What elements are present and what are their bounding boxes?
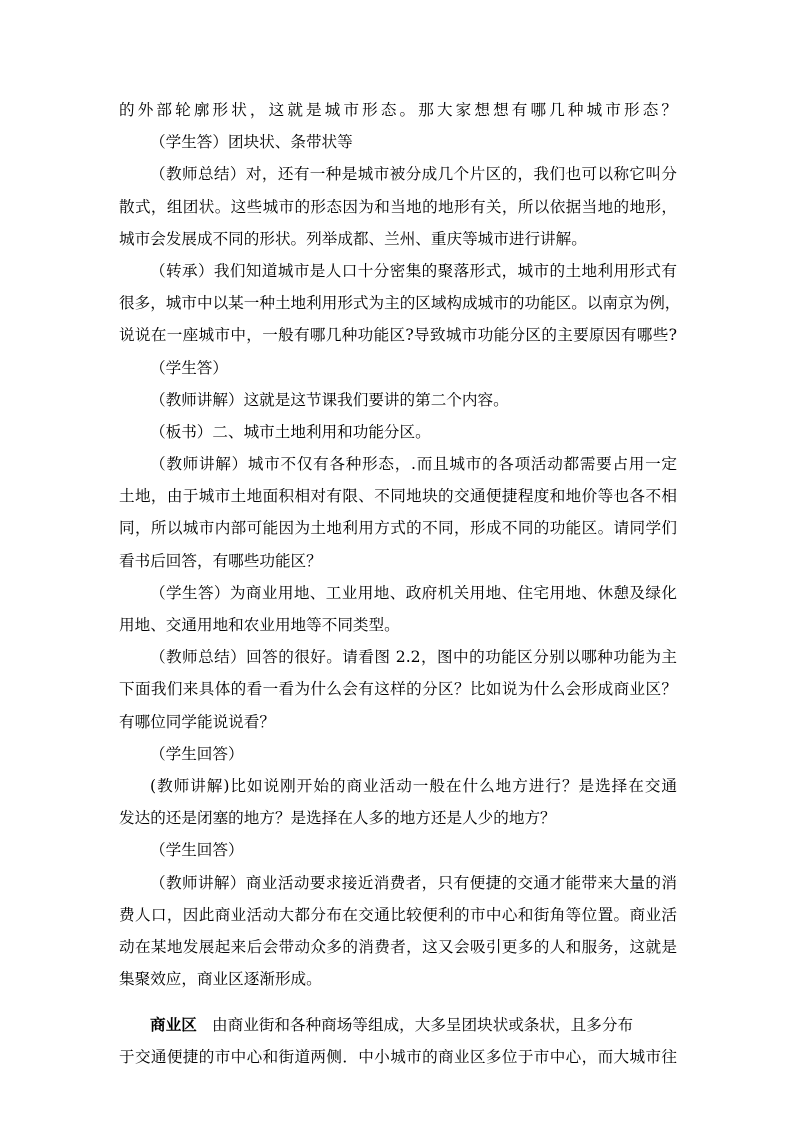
- definition-text: 由商业街和各种商场等组成，大多呈团块状或条状，且多分布: [212, 1016, 634, 1035]
- definition-term: 商业区: [150, 1016, 197, 1035]
- paragraph-line: 看书后回答，有哪些功能区？: [119, 551, 322, 570]
- paragraph-line: 费人口，因此商业活动大都分布在交通比较便利的市中心和街角等位置。商业活: [119, 905, 677, 924]
- paragraph-line: (教师讲解)比如说刚开始的商业活动一般在什么地方进行？是选择在交通: [150, 776, 677, 795]
- paragraph-line: 发达的还是闭塞的地方？是选择在人多的地方还是人少的地方？: [119, 809, 556, 828]
- paragraph-line: 动在某地发展起来后会带动众多的消费者，这又会吸引更多的人和服务，这就是: [119, 937, 677, 956]
- paragraph-line: （转承）我们知道城市是人口十分密集的聚落形式，城市的土地利用形式有: [150, 261, 677, 280]
- paragraph-line: （教师总结）对，还有一种是城市被分成几个片区的，我们也可以称它叫分: [150, 165, 677, 184]
- paragraph-line: 同，所以城市内部可能因为土地利用方式的不同，形成不同的功能区。请同学们: [119, 519, 677, 538]
- paragraph-line: 很多，城市中以某一种土地利用形式为主的区域构成城市的功能区。以南京为例，: [119, 294, 681, 313]
- paragraph-line: 城市会发展成不同的形状。列举成都、兰州、重庆等城市进行讲解。: [119, 229, 587, 248]
- paragraph-line: （学生答）团块状、条带状等: [150, 133, 353, 152]
- paragraph-line: 的外部轮廓形状，这就是城市形态。那大家想想有哪几种城市形态？: [119, 101, 677, 119]
- paragraph-line: （学生答）: [150, 358, 228, 377]
- paragraph-line: （教师讲解）这就是这节课我们要讲的第二个内容。: [150, 390, 509, 409]
- paragraph-line: 下面我们来具体的看一看为什么会有这样的分区？比如说为什么会形成商业区？: [119, 680, 677, 699]
- paragraph-line: 土地，由于城市土地面积相对有限、不同地块的交通便捷程度和地价等也各不相: [119, 487, 677, 506]
- definition-first-line: [119, 1009, 677, 1041]
- paragraph-line: 集聚效应，商业区逐渐形成。: [119, 970, 322, 989]
- paragraph-line: 散式，组团状。这些城市的形态因为和当地的地形有关，所以依据当地的地形，: [119, 197, 677, 216]
- document-page: [119, 94, 681, 1074]
- paragraph-line: 有哪位同学能说说看？: [119, 712, 275, 731]
- definition-second-line: 于交通便捷的市中心和街道两侧．中小城市的商业区多位于市中心，而大城市往: [119, 1048, 677, 1067]
- paragraph-line: 说说在一座城市中，一般有哪几种功能区?导致城市功能分区的主要原因有哪些?: [119, 326, 677, 345]
- paragraph-line: （学生回答）: [150, 841, 244, 860]
- paragraph-line: （教师讲解）商业活动要求接近消费者，只有便捷的交通才能带来大量的消: [150, 873, 677, 892]
- paragraph-line: （板书）二、城市土地利用和功能分区。: [150, 422, 431, 441]
- paragraph-line: （学生答）为商业用地、工业用地、政府机关用地、住宅用地、休憩及绿化: [150, 583, 677, 602]
- paragraph-line: （教师总结）回答的很好。请看图 2.2，图中的功能区分别以哪种功能为主: [150, 648, 677, 667]
- paragraph-line: 用地、交通用地和农业用地等不同类型。: [119, 616, 400, 634]
- paragraph-gap: [119, 995, 677, 1009]
- paragraph-line: （学生回答）: [150, 744, 244, 763]
- paragraph-line: （教师讲解）城市不仅有各种形态，.而且城市的各项活动都需要占用一定: [150, 455, 677, 474]
